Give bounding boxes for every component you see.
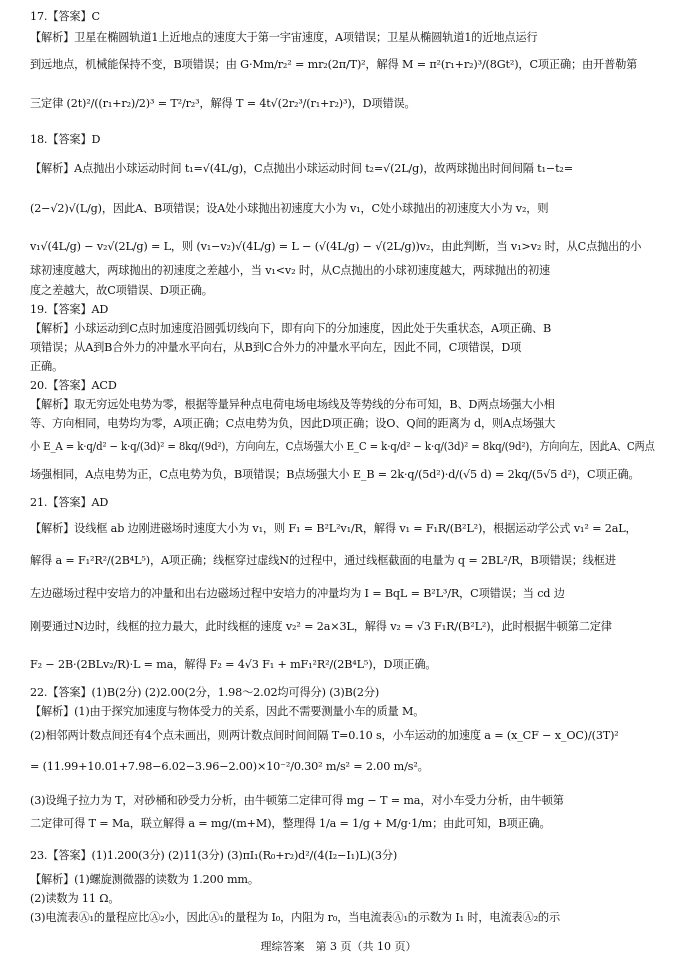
text-line: 20.【答案】ACD <box>30 379 117 392</box>
text-line: 【解析】卫星在椭圆轨道1上近地点的速度大于第一宇宙速度，A项错误；卫星从椭圆轨道1的近地点运行 <box>30 31 538 44</box>
text-line: (2)读数为 11 Ω。 <box>30 892 120 905</box>
text-line: 18.【答案】D <box>30 133 101 146</box>
text-line: 【解析】小球运动到C点时加速度沿圆弧切线向下，即有向下的分加速度，因此处于失重状态，A项正确、B <box>30 322 552 335</box>
text-line: (3)设绳子拉力为 T，对砂桶和砂受力分析，由牛顿第二定律可得 mg − T = ma，对小车受力分析，由牛顿第 <box>30 794 564 807</box>
text-line: 项错误；从A到B合外力的冲量水平向右，从B到C合外力的冲量水平向左，因此不同，C项错误，D项 <box>30 341 522 354</box>
text-line: 三定律 (2t)²/((r₁+r₂)/2)³ = T²/r₂³，解得 T = 4t√(2r₂³/(r₁+r₂)³)，D项错误。 <box>30 97 416 110</box>
text-line: 球初速度越大，两球抛出的初速度之差越小，当 v₁<v₂ 时，从C点抛出的小球初速度越大，两球抛出的初速 <box>30 264 551 277</box>
text-line: 22.【答案】(1)B(2分) (2)2.00(2分，1.98～2.02均可得分) (3)B(2分) <box>30 686 380 699</box>
text-line: F₂ − 2B·(2BLv₂/R)·L = ma，解得 F₂ = 4√3 F₁ + mF₁²R²/(2B⁴L⁵)，D项正确。 <box>30 658 437 671</box>
text-line: 解得 a = F₁²R²/(2B⁴L⁵)，A项正确；线框穿过虚线N的过程中，通过线框截面的电量为 q = 2BL²/R，B项错误；线框进 <box>30 554 616 567</box>
text-line: 17.【答案】C <box>30 10 100 23</box>
text-line: 23.【答案】(1)1.200(3分) (2)11(3分) (3)πI₁(R₀+r₂)d²/(4(I₂−I₁)L)(3分) <box>30 849 398 862</box>
text-line: (2−√2)√(L/g)，因此A、B项错误；设A处小球抛出初速度大小为 v₁，C处小球抛出的初速度大小为 v₂，则 <box>30 202 549 215</box>
text-line: 正确。 <box>30 360 64 373</box>
text-line: 小 E_A = k·q/d² − k·q/(3d)² = 8kq/(9d²)，方向向左，C点场强大小 E_C = k·q/d² − k·q/(3d)² = 8kq/(9d²)，方向向左，因此A、C两点 <box>30 440 655 453</box>
page-footer: 理综答案 第 3 页（共 10 页） <box>260 940 417 953</box>
text-line: 二定律可得 T = Ma，联立解得 a = mg/(m+M)，整理得 1/a = 1/g + M/g·1/m；由此可知，B项正确。 <box>30 817 551 830</box>
text-line: 19.【答案】AD <box>30 303 109 316</box>
text-line: 刚要通过N边时，线框的拉力最大，此时线框的速度 v₂² = 2a×3L，解得 v₂ = √3 F₁R/(B²L²)，此时根据牛顿第二定律 <box>30 620 612 633</box>
text-line: 等、方向相同，电势均为零，A项正确；C点电势为负，因此D项正确；设O、Q间的距离为 d，则A点场强大 <box>30 417 556 430</box>
text-line: 【解析】A点抛出小球运动时间 t₁=√(4L/g)，C点抛出小球运动时间 t₂=√(2L/g)，故两球抛出时间间隔 t₁−t₂= <box>30 162 573 175</box>
text-line: (2)相邻两计数点间还有4个点未画出，则两计数点间时间间隔 T=0.10 s，小车运动的加速度 a = (x_CF − x_OC)/(3T)² <box>30 729 619 742</box>
text-line: 到远地点，机械能保持不变，B项错误；由 G·Mm/r₂² = mr₂(2π/T)²，解得 M = π²(r₁+r₂)³/(8Gt²)，C项正确；由开普勒第 <box>30 58 638 71</box>
text-line: 度之差越大，故C项错误、D项正确。 <box>30 284 213 297</box>
text-line: 左边磁场过程中安培力的冲量和出右边磁场过程中安培力的冲量均为 I = BqL = B²L³/R，C项错误；当 cd 边 <box>30 587 565 600</box>
text-line: 【解析】取无穷远处电势为零，根据等量异种点电荷电场电场线及等势线的分布可知，B、D两点场强大小相 <box>30 398 555 411</box>
text-line: = (11.99+10.01+7.98−6.02−3.96−2.00)×10⁻²/0.30² m/s² = 2.00 m/s²。 <box>30 760 429 773</box>
text-line: 【解析】(1)由于探究加速度与物体受力的关系，因此不需要测量小车的质量 M。 <box>30 705 425 718</box>
text-line: 【解析】(1)螺旋测微器的读数为 1.200 mm。 <box>30 873 259 886</box>
text-line: 【解析】设线框 ab 边刚进磁场时速度大小为 v₁，则 F₁ = B²L²v₁/R，解得 v₁ = F₁R/(B²L²)，根据运动学公式 v₁² = 2aL， <box>30 522 637 535</box>
text-line: v₁√(4L/g) − v₂√(2L/g) = L，则 (v₁−v₂)√(4L/g) = L − (√(4L/g) − √(2L/g))v₂，由此判断，当 v₁>v₂ 时，从C点抛出的小 <box>30 240 642 253</box>
text-line: 场强相同，A点电势为正，C点电势为负，B项错误；B点场强大小 E_B = 2k·q/(5d²)·d/(√5 d) = 2kq/(5√5 d²)，C项正确。 <box>30 468 640 481</box>
text-line: 21.【答案】AD <box>30 496 109 509</box>
text-line: (3)电流表Ⓐ₁的量程应比Ⓐ₂小，因此Ⓐ₁的量程为 I₀，内阻为 r₀，当电流表Ⓐ₁的示数为 I₁ 时，电流表Ⓐ₂的示 <box>30 911 560 924</box>
